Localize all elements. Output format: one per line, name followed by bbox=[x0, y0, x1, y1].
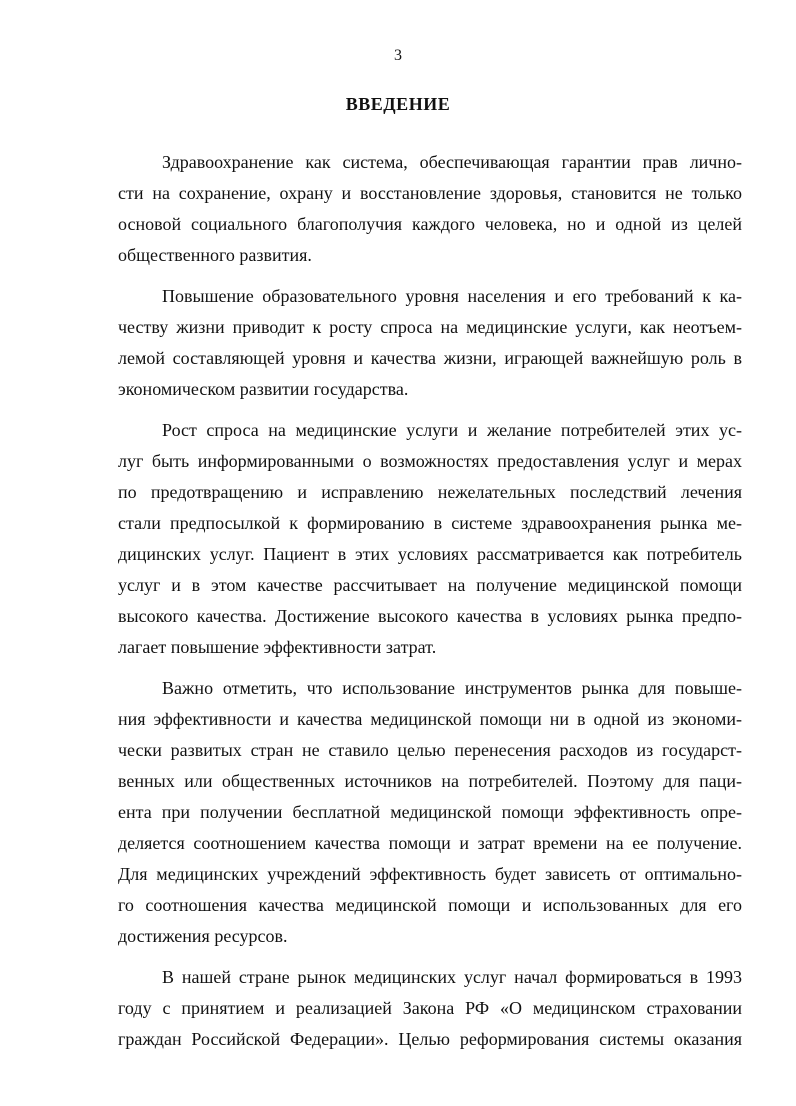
text-line: общественного развития. bbox=[118, 245, 312, 265]
text-line: Важно отметить, что использование инструментов рынка для повыше- bbox=[162, 678, 742, 698]
text-line: сти на сохранение, охрану и восстановление здоровья, становится не только bbox=[118, 183, 742, 203]
text-line: услуг и в этом качестве рассчитывает на получение медицинской помощи bbox=[118, 575, 742, 595]
text-line: ния эффективности и качества медицинской помощи ни в одной из экономи- bbox=[118, 709, 742, 729]
text-line: основой социального благополучия каждого человека, но и одной из целей bbox=[118, 214, 742, 234]
text-line: достижения ресурсов. bbox=[118, 926, 288, 946]
text-line: стали предпосылкой к формированию в системе здравоохранения рынка ме- bbox=[118, 513, 742, 533]
text-line: деляется соотношением качества помощи и затрат времени на ее получение. bbox=[118, 833, 742, 853]
text-line: году с принятием и реализацией Закона РФ «О медицинском страховании bbox=[118, 998, 742, 1018]
text-line: высокого качества. Достижение высокого качества в условиях рынка предпо- bbox=[118, 606, 742, 626]
text-line: граждан Российской Федерации». Целью реформирования системы оказания bbox=[118, 1029, 742, 1049]
text-line: Повышение образовательного уровня населения и его требований к ка- bbox=[162, 286, 742, 306]
text-line: Для медицинских учреждений эффективность будет зависеть от оптимально- bbox=[118, 864, 742, 884]
text-line: лагает повышение эффективности затрат. bbox=[118, 637, 437, 657]
body-text bbox=[118, 147, 742, 1065]
paragraph bbox=[118, 281, 742, 405]
text-line: честву жизни приводит к росту спроса на медицинские услуги, как неотъем- bbox=[118, 317, 742, 337]
text-line: по предотвращению и исправлению нежелательных последствий лечения bbox=[118, 482, 742, 502]
text-line: ента при получении бесплатной медицинской помощи эффективность опре- bbox=[118, 802, 742, 822]
paragraph bbox=[118, 147, 742, 271]
paragraph bbox=[118, 962, 742, 1055]
text-line: го соотношения качества медицинской помощи и использованных для его bbox=[118, 895, 742, 915]
text-line: луг быть информированными о возможностях предоставления услуг и мерах bbox=[118, 451, 742, 471]
paragraph bbox=[118, 415, 742, 663]
text-line: лемой составляющей уровня и качества жизни, играющей важнейшую роль в bbox=[118, 348, 742, 368]
section-heading: ВВЕДЕНИЕ bbox=[345, 94, 451, 114]
text-line: В нашей стране рынок медицинских услуг начал формироваться в 1993 bbox=[162, 967, 742, 987]
text-line: дицинских услуг. Пациент в этих условиях рассматривается как потребитель bbox=[118, 544, 742, 564]
page-number: 3 bbox=[394, 47, 402, 64]
text-line: чески развитых стран не ставило целью перенесения расходов из государст- bbox=[118, 740, 742, 760]
text-line: Здравоохранение как система, обеспечивающая гарантии прав лично- bbox=[162, 152, 742, 172]
paragraph bbox=[118, 673, 742, 952]
text-line: венных или общественных источников на потребителей. Поэтому для паци- bbox=[118, 771, 742, 791]
text-line: Рост спроса на медицинские услуги и желание потребителей этих ус- bbox=[162, 420, 742, 440]
text-line: экономическом развитии государства. bbox=[118, 379, 409, 399]
